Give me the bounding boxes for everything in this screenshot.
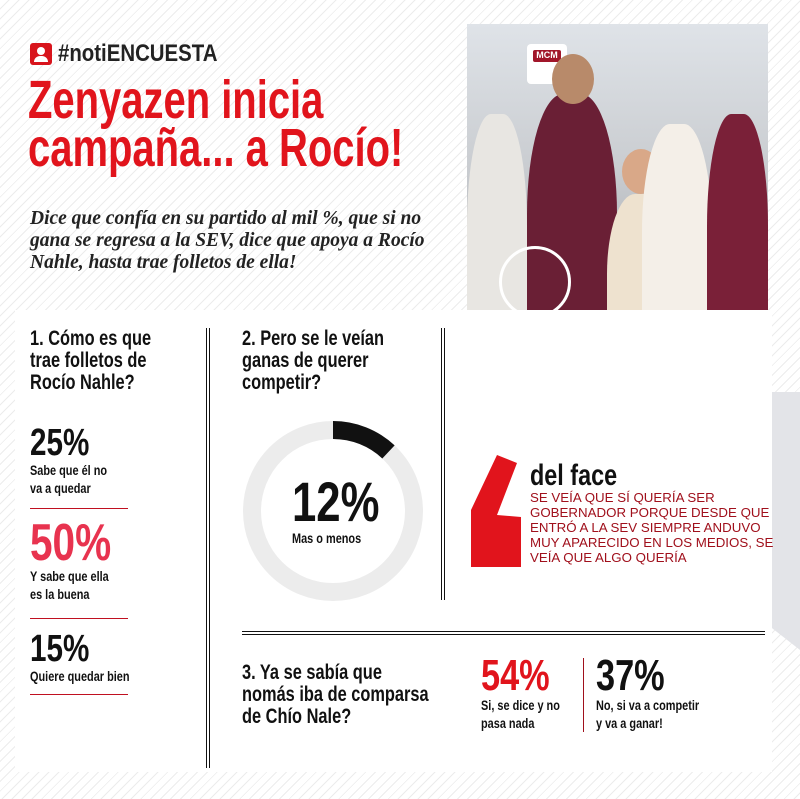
column-divider (441, 328, 445, 600)
q2-label: Mas o menos (292, 530, 362, 546)
q3-question-line: 3. Ya se sabía que (242, 661, 382, 684)
q1-question (30, 328, 185, 394)
hashtag: #notiENCUESTA (30, 40, 246, 68)
quote-text: SE VEÍA QUE SÍ QUERÍA SER GOBERNADOR PORQUE DESDE QUE ENTRÓ A LA SEV SIEMPRE ANDUVO MUY APARECIDO EN LOS MEDIOS, SE VEÍA QUE ALGO QUERÍA (530, 490, 774, 565)
q3-question-line: nomás iba de comparsa (242, 683, 429, 706)
q2-question-line: 2. Pero se le veían (242, 327, 385, 350)
column-divider (206, 328, 210, 768)
headline-line2: campaña... a Rocío! (28, 118, 404, 178)
q2-result (292, 470, 392, 548)
answer-label: pasa nada (481, 715, 535, 731)
q1-question-line: Rocío Nahle? (30, 371, 135, 394)
q3-answer-2 (596, 651, 728, 733)
answer-pct: 54% (481, 651, 550, 700)
quote-title: del face (530, 459, 618, 492)
answer-pct: 25% (30, 422, 90, 464)
section-divider (242, 631, 765, 635)
quote-mark-icon (467, 455, 527, 570)
answer-pct: 37% (596, 651, 665, 700)
q3-question (242, 662, 481, 728)
q1-question-line: trae folletos de (30, 349, 147, 372)
q2-pct: 12% (292, 470, 380, 533)
headline-line1: Zenyazen inicia (28, 70, 324, 130)
answer-divider (583, 658, 584, 732)
q3-question-line: de Chío Nale? (242, 705, 352, 728)
answer-label: y va a ganar! (596, 715, 663, 731)
divider (30, 618, 128, 619)
q2-question-line: competir? (242, 371, 322, 394)
answer-label: va a quedar (30, 480, 91, 496)
quote-block (530, 459, 790, 565)
divider (30, 694, 128, 695)
answer-label: Quiere quedar bien (30, 668, 130, 684)
answer-label: es la buena (30, 586, 90, 602)
q3-answer-1 (481, 651, 582, 733)
answer-pct: 15% (30, 628, 90, 670)
q2-question (242, 328, 424, 394)
subtitle: Dice que confía en su partido al mil %, que si no gana se regresa a la SEV, dice que apoya a Rocío Nahle, hasta trae folletos de ella! (30, 208, 425, 273)
q1-answer-1 (30, 424, 129, 498)
divider (30, 508, 128, 509)
banner: MCM (533, 50, 561, 62)
answer-pct: 50% (30, 514, 112, 572)
q1-question-line: 1. Cómo es que (30, 327, 152, 350)
answer-label: Si, se dice y no (481, 697, 560, 713)
user-icon (30, 43, 52, 65)
answer-label: Y sabe que ella (30, 568, 109, 584)
q1-answer-3 (30, 630, 158, 686)
answer-label: Sabe que él no (30, 462, 108, 478)
q2-question-line: ganas de querer (242, 349, 369, 372)
answer-label: No, si va a competir (596, 697, 700, 713)
headline (28, 70, 535, 178)
q1-answer-2 (30, 514, 134, 604)
